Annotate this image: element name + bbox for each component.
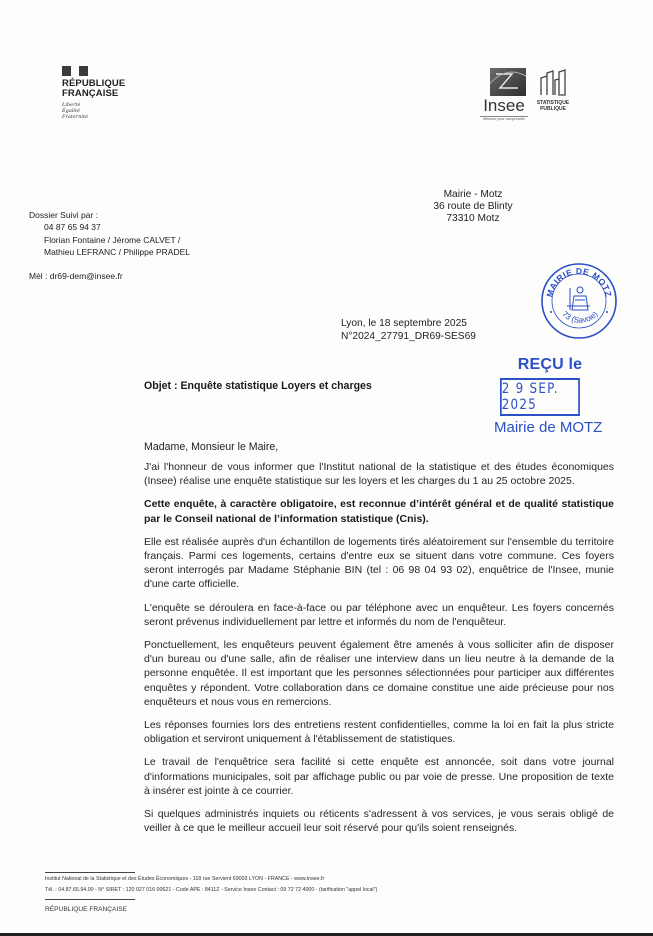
- received-date: 2 9 SEP. 2025: [501, 381, 559, 413]
- letter-subject: Objet : Enquête statistique Loyers et charges: [144, 380, 372, 392]
- footer-address: Institut National de la Statistique et des Études Économiques - 118 rue Servient 69003 LYON - FRANCE - www.insee.fr: [45, 876, 325, 882]
- paragraph: L'enquête se déroulera en face-à-face ou par téléphone avec un enquêteur. Les foyers concernés seront prévenus individuellement par lettre et informés du nom de l'enquêteur.: [144, 601, 614, 628]
- recipient-line2: 36 route de Blinty: [433, 201, 513, 212]
- received-footer: Mairie de MOTZ: [494, 419, 603, 436]
- statistique-publique-text: [535, 100, 571, 112]
- recipient-address: [418, 189, 528, 225]
- motto-fraternite: Fraternité: [62, 114, 88, 120]
- letter-salutation: Madame, Monsieur le Maire,: [144, 441, 279, 453]
- rf-name-line2: FRANÇAISE: [62, 88, 119, 99]
- sp-line2: PUBLIQUE: [540, 106, 566, 112]
- motto-liberte: Liberté: [62, 102, 81, 108]
- seal-bottom-text: 73 (Savoie): [560, 309, 600, 325]
- recipient-line3: 73310 Motz: [446, 213, 500, 224]
- svg-text:73 (Savoie): [560, 309, 599, 324]
- paragraph: Les réponses fournies lors des entretiens restent confidentielles, comme la loi en fait la plus stricte obligation et serviront uniquement à l'établissement de statistiques.: [144, 719, 614, 746]
- footer-republique: RÉPUBLIQUE FRANÇAISE: [45, 906, 128, 913]
- date-reference: [341, 318, 476, 343]
- statistique-publique-logo: [535, 68, 571, 124]
- dossier-label: Dossier Suivi par :: [29, 210, 98, 220]
- received-date-box: [500, 378, 580, 416]
- paragraph: Le travail de l'enquêtrice sera facilité si cette enquête est annoncée, soit dans votre journal d'informations municipales, soit par affichage public ou par voie de presse. Une proposition de texte à insérer est jointe à ce courrier.: [144, 756, 614, 797]
- insee-mark-icon: [490, 68, 526, 96]
- seal-top-text: MAIRIE DE MOTZ: [544, 265, 614, 299]
- footer-divider: [45, 872, 135, 873]
- rf-motto: [62, 102, 152, 120]
- sender-names-2: Mathieu LEFRANC / Philippe PRADEL: [44, 246, 190, 257]
- sender-block: [29, 209, 190, 258]
- footer-contact: Tél. : 04.87.65.94.00 - N° SIRET : 120 027 016 00621 - Code APE : 8411Z - Service Insee Contact : 09 72 72 4000 - (tarification "appel local"): [45, 887, 378, 893]
- marianne-flag-icon: [62, 66, 88, 76]
- paragraph: Elle est réalisée auprès d'un échantillon de logements tirés aléatoirement sur l'ensemble du territoire français. Parmi ces logements, certains d'entre eux se situent dans votre commune. Ces foyers seront interrogés par Madame Stéphanie BIN (tel : 06 98 04 93 02), enquêtrice de l'Insee, munie d'une carte officielle.: [144, 535, 614, 591]
- letter-date: Lyon, le 18 septembre 2025: [341, 318, 467, 329]
- sender-email[interactable]: Mèl : dr69-dem@insee.fr: [29, 271, 123, 281]
- footer-divider: [45, 899, 135, 900]
- letter-reference: N°2024_27791_DR69-SES69: [341, 330, 476, 342]
- sp-line1: STATISTIQUE: [536, 100, 570, 106]
- paragraph-bold: Cette enquête, à caractère obligatoire, est reconnue d’intérêt général et de qualité statistique par le Conseil national de l’information statistique (Cnis).: [144, 498, 614, 525]
- statistique-publique-icon: [539, 68, 567, 96]
- mairie-seal-stamp: [540, 262, 618, 340]
- sender-phone: 04 87 65 94 37: [44, 222, 101, 233]
- paragraph: J'ai l'honneur de vous informer que l'Institut national de la statistique et des études économiques (Insee) réalise une enquête statistique sur les loyers et les charges du 1 au 25 octobre 2025.: [144, 461, 614, 488]
- received-title: REÇU le: [517, 356, 583, 373]
- insee-logo: [478, 68, 530, 124]
- insee-tagline: Mesurer pour comprendre: [480, 116, 528, 121]
- insee-wordmark: Insee: [483, 96, 525, 115]
- sender-names-1: Florian Fontaine / Jérome CALVET /: [44, 234, 181, 245]
- motto-egalite: Égalité: [62, 108, 80, 114]
- republique-francaise-logo: [62, 66, 152, 120]
- rf-logo-name: [62, 79, 152, 99]
- seal-figure-icon: [567, 287, 590, 310]
- letter-body: [144, 460, 614, 844]
- rf-name-line1: RÉPUBLIQUE: [62, 78, 126, 89]
- paragraph: Ponctuellement, les enquêteurs peuvent également être amenés à vous solliciter afin de disposer d'un bureau ou d'une salle, afin de réaliser une interview dans un lieu neutre à la demande de la personne enquêtée. Il est important que les personnes sélectionnées pour participer aux différentes enquêtes y répondent. Votre collaboration dans ce domaine constitue une aide précieuse pour nos enquêteurs et nous vous en remercions.: [144, 639, 614, 708]
- paragraph: Si quelques administrés inquiets ou réticents s'adressent à vos services, je vous serais obligé de veiller à ce que le meilleur accueil leur soit réservé pour qu'ils soient renseignés.: [144, 808, 614, 835]
- received-stamp: [494, 356, 609, 436]
- recipient-line1: Mairie - Motz: [443, 189, 503, 200]
